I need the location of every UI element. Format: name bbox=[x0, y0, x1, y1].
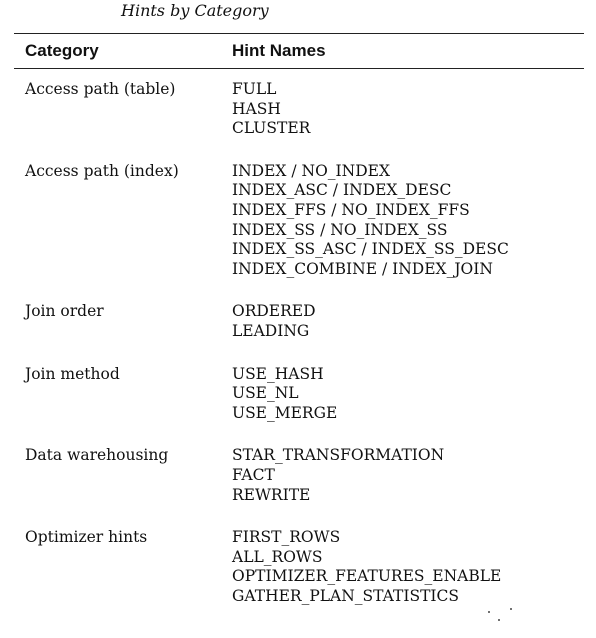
hint-name: LEADING bbox=[232, 321, 310, 340]
table-row bbox=[0, 365, 596, 424]
hint-name: INDEX_ASC / INDEX_DESC bbox=[232, 181, 452, 200]
hint-name: INDEX / NO_INDEX bbox=[232, 161, 391, 180]
hint-name: FACT bbox=[232, 465, 275, 484]
hint-name: INDEX_SS / NO_INDEX_SS bbox=[232, 220, 448, 239]
table-top-rule bbox=[14, 33, 584, 34]
table-row bbox=[0, 446, 596, 505]
scan-speck bbox=[498, 619, 500, 621]
hint-names-cell bbox=[232, 80, 310, 139]
table-row bbox=[0, 80, 596, 139]
hint-name: GATHER_PLAN_STATISTICS bbox=[232, 586, 460, 605]
hint-name: FULL bbox=[232, 80, 277, 98]
column-header-hint-names: Hint Names bbox=[232, 41, 326, 60]
hint-names-cell bbox=[232, 302, 316, 341]
hint-name: OPTIMIZER_FEATURES_ENABLE bbox=[232, 567, 502, 586]
category-cell: Optimizer hints bbox=[25, 528, 148, 547]
hint-names-cell bbox=[232, 365, 337, 424]
scan-speck bbox=[488, 611, 490, 613]
category-cell: Access path (index) bbox=[25, 161, 179, 180]
hint-name: INDEX_FFS / NO_INDEX_FFS bbox=[232, 200, 470, 219]
hint-name: FIRST_ROWS bbox=[232, 528, 341, 547]
hint-name: INDEX_COMBINE / INDEX_JOIN bbox=[232, 259, 493, 278]
table-body bbox=[0, 80, 596, 629]
hint-names-cell bbox=[232, 446, 444, 505]
table-header-rule bbox=[14, 68, 584, 69]
hint-name: HASH bbox=[232, 99, 281, 118]
hint-name: REWRITE bbox=[232, 485, 311, 504]
category-cell: Data warehousing bbox=[25, 446, 169, 465]
column-header-category: Category bbox=[25, 41, 99, 60]
hint-name: STAR_TRANSFORMATION bbox=[232, 446, 445, 465]
table-caption: Hints by Category bbox=[121, 1, 269, 20]
hint-name: USE_HASH bbox=[232, 364, 324, 383]
hint-names-cell bbox=[232, 162, 509, 280]
category-cell: Join method bbox=[25, 364, 120, 383]
table-row bbox=[0, 302, 596, 341]
hint-name: CLUSTER bbox=[232, 119, 311, 138]
hint-name: INDEX_SS_ASC / INDEX_SS_DESC bbox=[232, 240, 509, 259]
hint-name: USE_NL bbox=[232, 384, 299, 403]
hint-name: ALL_ROWS bbox=[232, 547, 323, 566]
category-cell: Access path (table) bbox=[25, 80, 176, 98]
table-row bbox=[0, 162, 596, 280]
hint-name: ORDERED bbox=[232, 302, 316, 321]
hint-names-cell bbox=[232, 528, 501, 606]
table-row bbox=[0, 528, 596, 606]
category-cell: Join order bbox=[25, 302, 104, 321]
hint-name: USE_MERGE bbox=[232, 403, 338, 422]
scan-speck bbox=[510, 608, 512, 610]
